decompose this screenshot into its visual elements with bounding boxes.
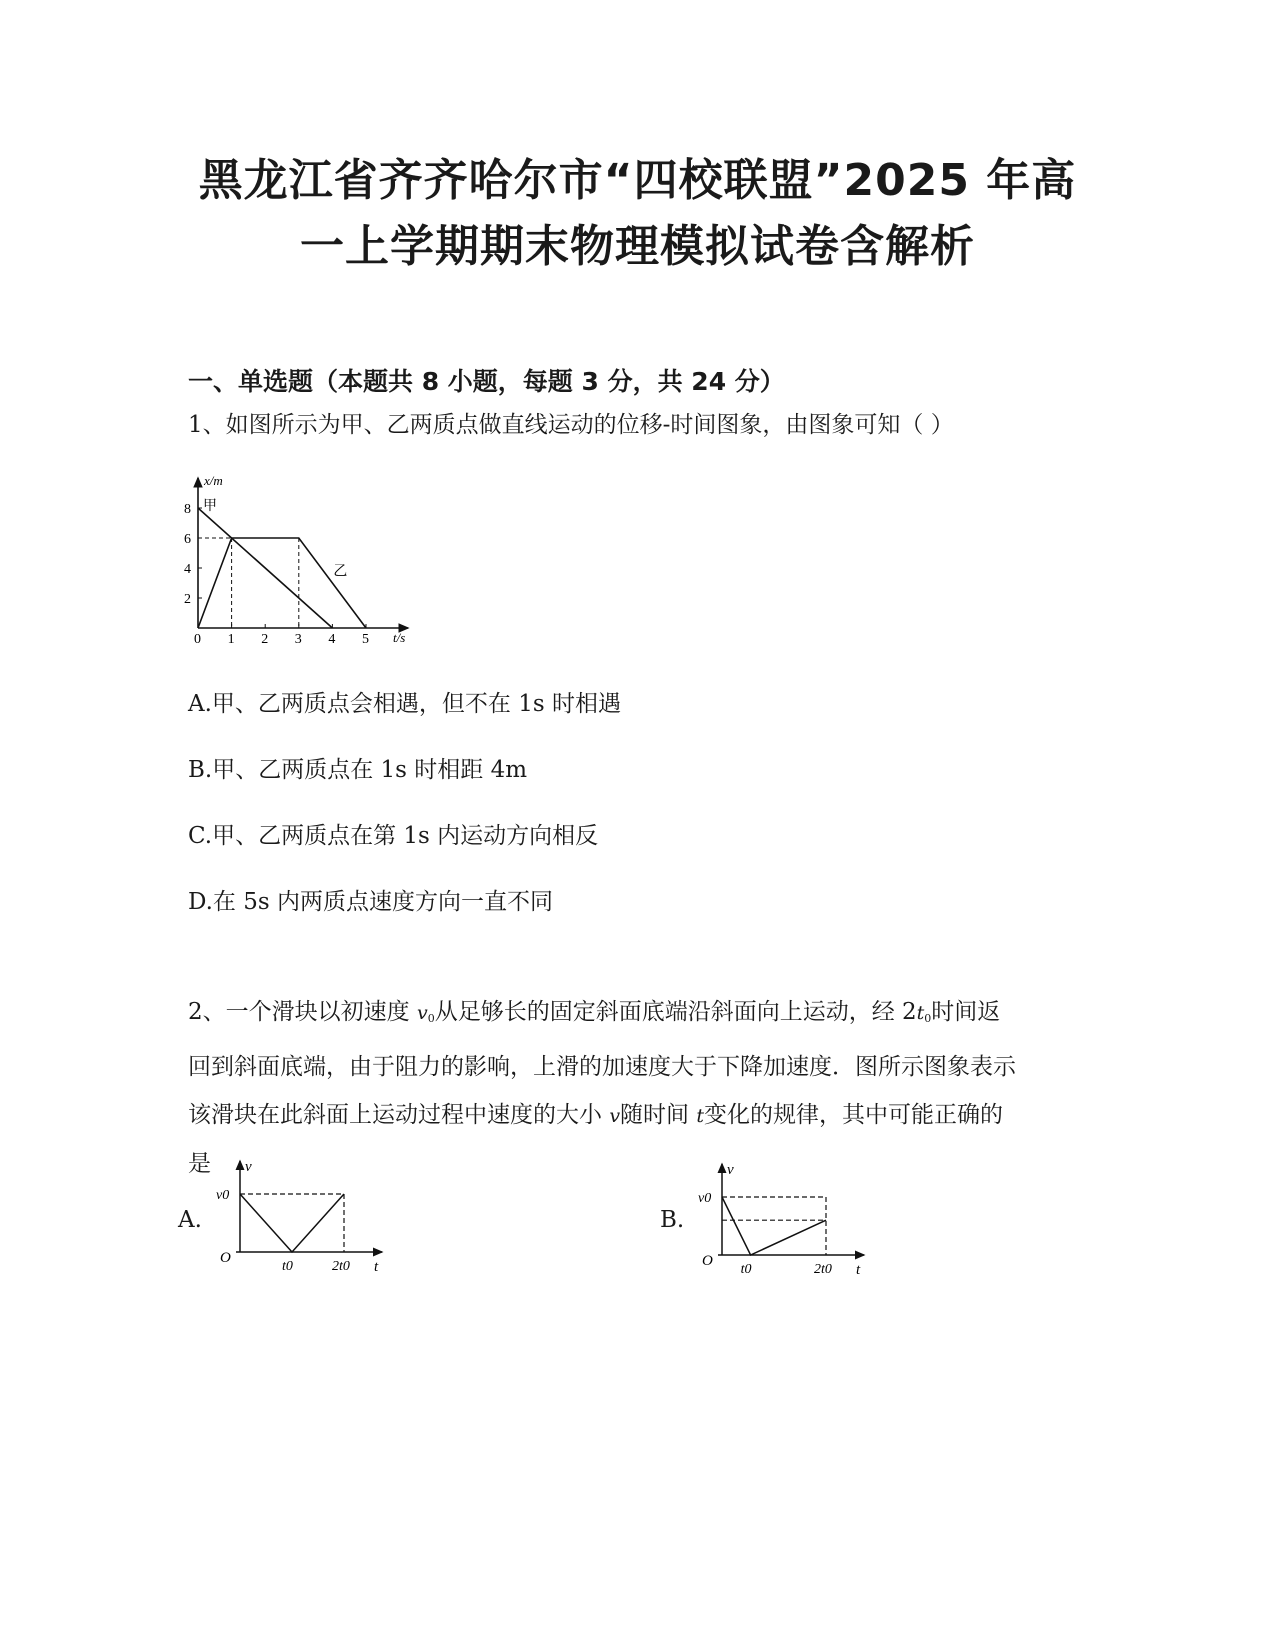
velocity-line xyxy=(240,1194,344,1252)
x-axis-label: t/s xyxy=(393,630,406,645)
question-1-stem: 1、如图所示为甲、乙两质点做直线运动的位移-时间图象，由图象可知（ ） xyxy=(188,412,954,438)
x-tick-label-2t0: 2t0 xyxy=(814,1262,832,1277)
q1-plot-area xyxy=(184,473,408,647)
y-tick-label: 8 xyxy=(184,502,191,517)
x-tick-label: 4 xyxy=(328,632,336,647)
y-tick-label: 6 xyxy=(184,532,191,547)
y-tick-label: 2 xyxy=(184,592,191,607)
x-tick-label: 0 xyxy=(194,632,201,647)
velocity-line xyxy=(722,1197,826,1255)
title-line-2: 一上学期期末物理模拟试卷含解析 xyxy=(300,221,975,272)
v-axis-label: v xyxy=(727,1162,734,1178)
q2-line-4: 是 xyxy=(188,1151,211,1177)
origin-label: O xyxy=(220,1250,231,1266)
series-line-jia xyxy=(198,508,332,628)
series-label-jia: 甲 xyxy=(203,499,217,514)
section-heading: 一、单选题（本题共 8 小题，每题 3 分，共 24 分） xyxy=(188,367,785,396)
y-axis-label: x/m xyxy=(204,473,223,488)
q2b-plot-area xyxy=(698,1162,864,1278)
t-axis-label: t xyxy=(856,1262,861,1278)
q2a-plot-area xyxy=(216,1159,382,1275)
document-title xyxy=(140,148,1135,280)
q2-option-b-label: B. xyxy=(660,1207,685,1233)
x-tick-label: 5 xyxy=(362,632,369,647)
q2-option-b-graph xyxy=(692,1158,882,1288)
q2-line-3: 该滑块在此斜面上运动过程中速度的大小 v随时间 t变化的规律，其中可能正确的 xyxy=(188,1102,1003,1128)
x-tick-label: 3 xyxy=(294,632,302,647)
x-tick-label-t0: t0 xyxy=(740,1262,752,1277)
y-tick-label: 4 xyxy=(184,562,191,577)
x-tick-label: 2 xyxy=(261,632,269,647)
v-axis-label: v xyxy=(245,1159,252,1175)
t-axis-label: t xyxy=(374,1259,379,1275)
q1-graph xyxy=(180,470,420,650)
title-line-1: 黑龙江省齐齐哈尔市“四校联盟”2025 年高 xyxy=(198,155,1077,206)
q2-line-1: 2、一个滑块以初速度 $v_0$从足够长的固定斜面底端沿斜面向上运动，经 $2t_0$时间返 xyxy=(188,999,1001,1025)
x-tick-label: 1 xyxy=(227,632,235,647)
q2-option-a-graph xyxy=(210,1155,400,1285)
series-label-yi: 乙 xyxy=(333,564,348,580)
q1-option-c: C.甲、乙两质点在第 1s 内运动方向相反 xyxy=(188,823,599,849)
x-tick-label-t0: t0 xyxy=(282,1259,293,1274)
q2-option-a-label: A. xyxy=(178,1207,202,1233)
y-tick-label-v0: v0 xyxy=(698,1191,712,1206)
q1-option-d: D.在 5s 内两质点速度方向一直不同 xyxy=(188,889,553,915)
y-tick-label-v0: v0 xyxy=(216,1188,230,1203)
q1-option-a: A.甲、乙两质点会相遇，但不在 1s 时相遇 xyxy=(188,691,621,717)
q2-line-2: 回到斜面底端，由于阻力的影响，上滑的加速度大于下降加速度．图所示图象表示 xyxy=(188,1054,1016,1080)
x-tick-label-2t0: 2t0 xyxy=(332,1259,350,1274)
origin-label: O xyxy=(702,1253,713,1269)
q1-option-b: B.甲、乙两质点在 1s 时相距 4m xyxy=(188,757,528,783)
